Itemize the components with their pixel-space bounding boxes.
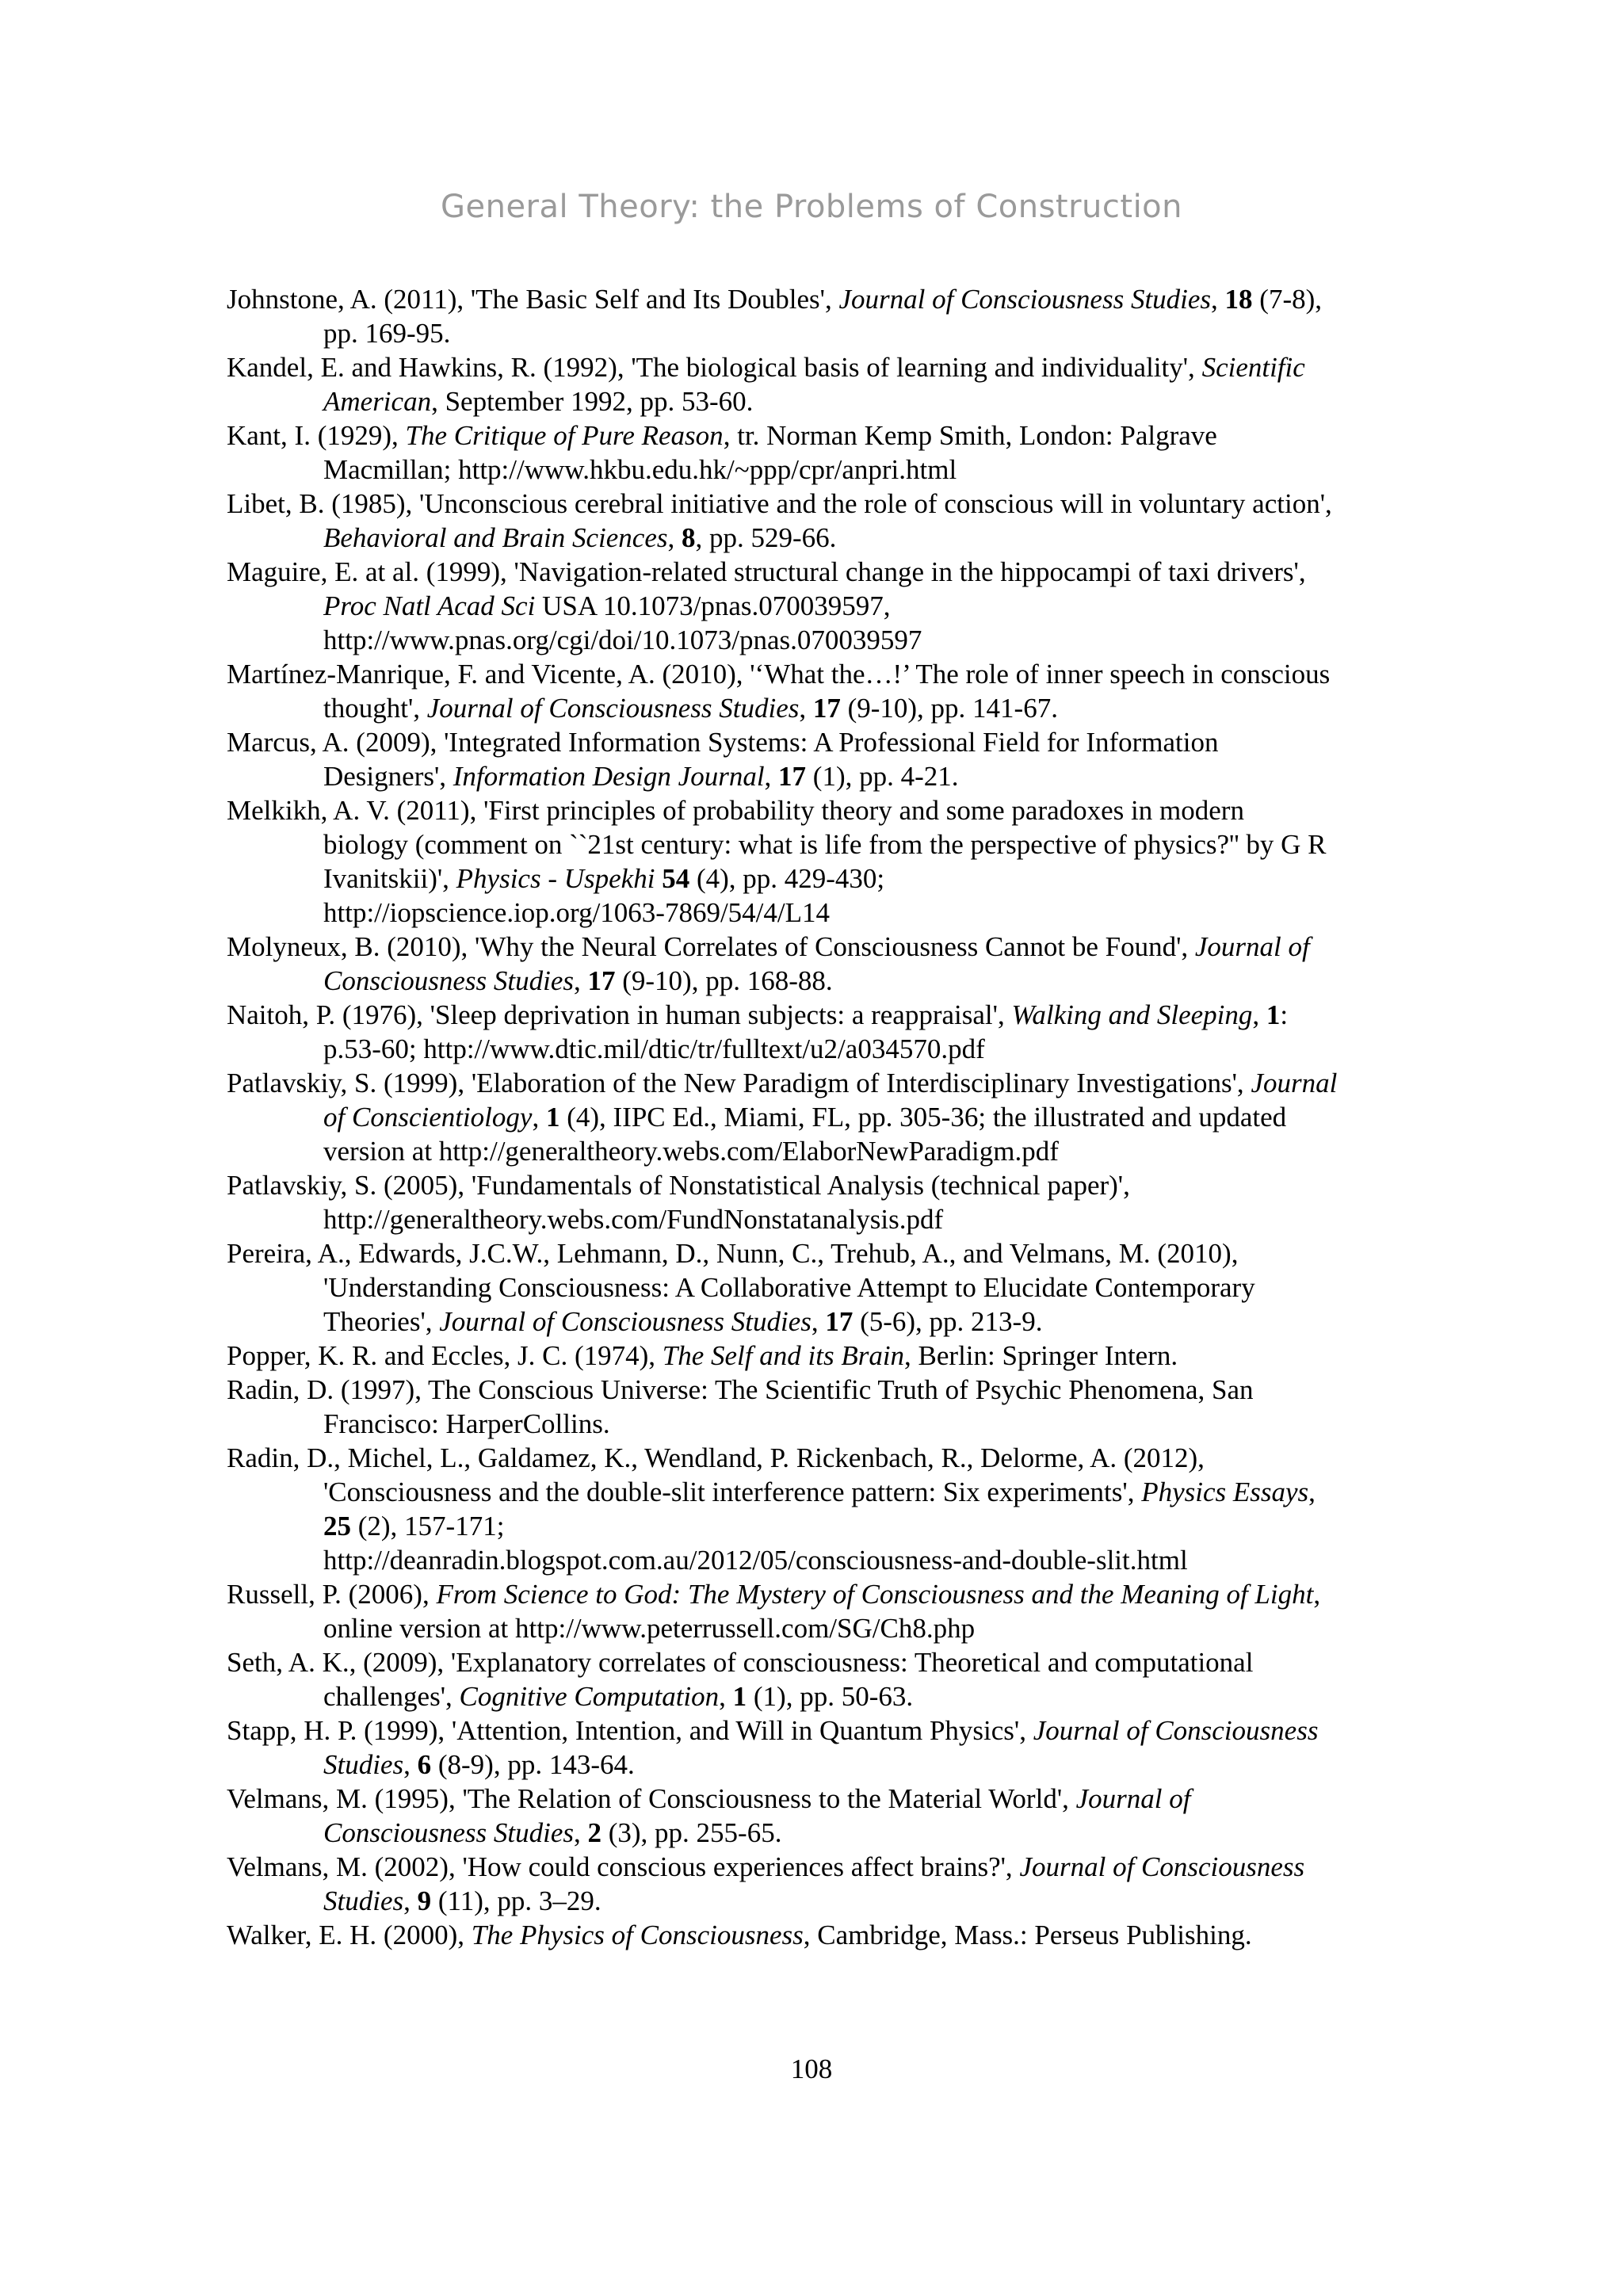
reference-line — [227, 589, 1415, 623]
reference-text: (3), pp. 255-65. — [601, 1817, 782, 1848]
italic-text: The Physics of Consciousness — [471, 1920, 804, 1950]
reference-line — [227, 1305, 1415, 1339]
reference-text: Kant, I. (1929), — [227, 420, 406, 451]
reference-line — [227, 1918, 1415, 1952]
italic-text: Proc Natl Acad Sci — [323, 590, 536, 621]
bold-text: 1 — [732, 1681, 747, 1712]
reference-text: , September 1992, pp. 53-60. — [431, 386, 754, 417]
reference-line — [227, 350, 1415, 384]
reference-text: Stapp, H. P. (1999), 'Attention, Intention, and Will in Quantum Physics', — [227, 1715, 1033, 1746]
reference-line — [227, 1577, 1415, 1611]
reference-text: , pp. 529-66. — [695, 522, 837, 553]
reference-line — [227, 1782, 1415, 1816]
reference-text: pp. 169-95. — [323, 318, 451, 349]
reference-line — [227, 930, 1415, 964]
italic-text: Studies — [323, 1749, 404, 1780]
reference-text: , — [532, 1102, 546, 1133]
reference-text: http://deanradin.blogspot.com.au/2012/05/consciousness-and-double-slit.html — [323, 1545, 1188, 1576]
reference-text: version at http://generaltheory.webs.com/ElaborNewParadigm.pdf — [323, 1136, 1059, 1167]
reference-text: (9-10), pp. 168-88. — [615, 965, 833, 996]
reference-line — [227, 1713, 1415, 1748]
italic-text: Journal — [1251, 1068, 1338, 1098]
reference-text: : — [1280, 999, 1289, 1030]
reference-text: (9-10), pp. 141-67. — [840, 693, 1058, 724]
reference-text: , — [1308, 1477, 1316, 1507]
reference-entry — [227, 487, 1415, 555]
bold-text: 1 — [1266, 999, 1281, 1030]
reference-list — [227, 282, 1415, 1952]
bold-text: 8 — [681, 522, 696, 553]
reference-text: , — [719, 1681, 733, 1712]
reference-line — [227, 998, 1415, 1032]
reference-text: (2), 157-171; — [351, 1511, 505, 1541]
reference-line — [227, 623, 1415, 657]
reference-entry — [227, 1236, 1415, 1339]
italic-text: The Self and its Brain — [662, 1340, 905, 1371]
bold-text: 17 — [812, 693, 841, 724]
reference-line — [227, 964, 1415, 998]
reference-text: thought', — [323, 693, 427, 724]
italic-text: Journal of Consciousness — [1019, 1851, 1305, 1882]
reference-text: , — [573, 1817, 588, 1848]
bold-text: 18 — [1224, 284, 1253, 315]
italic-text: Journal of Consciousness Studies — [426, 693, 800, 724]
reference-entry — [227, 1782, 1415, 1850]
italic-text: Consciousness Studies — [323, 1817, 574, 1848]
reference-line — [227, 1645, 1415, 1679]
reference-entry — [227, 1713, 1415, 1782]
reference-text: , — [573, 965, 588, 996]
reference-text: , Berlin: Springer Intern. — [904, 1340, 1178, 1371]
reference-text: Libet, B. (1985), 'Unconscious cerebral initiative and the role of conscious will in voluntary action', — [227, 488, 1332, 519]
reference-text: Maguire, E. at al. (1999), 'Navigation-related structural change in the hippocampi of taxi drivers', — [227, 556, 1306, 587]
reference-text: , — [1211, 284, 1225, 315]
reference-line — [227, 1270, 1415, 1305]
italic-text: Information Design Journal — [453, 761, 765, 792]
reference-text: , — [1313, 1579, 1321, 1610]
bold-text: 6 — [417, 1749, 432, 1780]
italic-text: Journal of — [1194, 931, 1310, 962]
reference-text: , — [403, 1749, 418, 1780]
reference-entry — [227, 1918, 1415, 1952]
reference-text: , Cambridge, Mass.: Perseus Publishing. — [803, 1920, 1252, 1950]
reference-line — [227, 725, 1415, 759]
reference-line — [227, 1543, 1415, 1577]
reference-line — [227, 1168, 1415, 1202]
bold-text: 1 — [545, 1102, 560, 1133]
reference-line — [227, 453, 1415, 487]
reference-line — [227, 793, 1415, 827]
reference-text: Macmillan; http://www.hkbu.edu.hk/~ppp/cpr/anpri.html — [323, 454, 957, 485]
reference-text: , — [667, 522, 682, 553]
reference-entry — [227, 350, 1415, 418]
reference-line — [227, 1679, 1415, 1713]
reference-text: , — [764, 761, 779, 792]
reference-text: Patlavskiy, S. (2005), 'Fundamentals of Nonstatistical Analysis (technical paper)', — [227, 1170, 1130, 1201]
reference-line — [227, 657, 1415, 691]
reference-line — [227, 1339, 1415, 1373]
reference-text: Johnstone, A. (2011), 'The Basic Self and Its Doubles', — [227, 284, 839, 315]
reference-entry — [227, 1339, 1415, 1373]
reference-text: 'Understanding Consciousness: A Collaborative Attempt to Elucidate Contemporary — [323, 1272, 1255, 1303]
reference-line — [227, 1134, 1415, 1168]
bold-text: 2 — [587, 1817, 601, 1848]
reference-text: Francisco: HarperCollins. — [323, 1408, 610, 1439]
italic-text: Journal of Consciousness Studies — [838, 284, 1212, 315]
reference-text: Melkikh, A. V. (2011), 'First principles of probability theory and some paradoxes in modern — [227, 795, 1244, 826]
bold-text: 17 — [778, 761, 807, 792]
reference-line — [227, 384, 1415, 418]
reference-text: Designers', — [323, 761, 453, 792]
reference-line — [227, 827, 1415, 861]
reference-line — [227, 1066, 1415, 1100]
bold-text: 17 — [587, 965, 616, 996]
reference-entry — [227, 930, 1415, 998]
bold-text: 25 — [323, 1511, 351, 1541]
reference-entry — [227, 282, 1415, 350]
reference-text: Russell, P. (2006), — [227, 1579, 437, 1610]
bold-text: 9 — [417, 1885, 432, 1916]
reference-text: http://www.pnas.org/cgi/doi/10.1073/pnas.070039597 — [323, 625, 922, 655]
reference-entry — [227, 1441, 1415, 1577]
reference-line — [227, 316, 1415, 350]
italic-text: Journal of Consciousness — [1033, 1715, 1319, 1746]
reference-entry — [227, 725, 1415, 793]
reference-line — [227, 896, 1415, 930]
reference-line — [227, 1475, 1415, 1509]
reference-text: Patlavskiy, S. (1999), 'Elaboration of the New Paradigm of Interdisciplinary Investigations', — [227, 1068, 1251, 1098]
reference-line — [227, 759, 1415, 793]
page-number: 108 — [790, 2053, 833, 2084]
reference-text: USA 10.1073/pnas.070039597, — [535, 590, 891, 621]
reference-text: , tr. Norman Kemp Smith, London: Palgrave — [723, 420, 1217, 451]
reference-text: (1), pp. 50-63. — [747, 1681, 914, 1712]
reference-text: challenges', — [323, 1681, 460, 1712]
italic-text: From Science to God: The Mystery of Consciousness and the Meaning of Light — [436, 1579, 1314, 1610]
reference-entry — [227, 1066, 1415, 1168]
reference-text: Ivanitskii)', — [323, 863, 456, 894]
reference-line — [227, 521, 1415, 555]
reference-entry — [227, 555, 1415, 657]
reference-line — [227, 1236, 1415, 1270]
reference-line — [227, 1032, 1415, 1066]
reference-text: , — [403, 1885, 418, 1916]
reference-text: Radin, D. (1997), The Conscious Universe: The Scientific Truth of Psychic Phenomena, San — [227, 1374, 1254, 1405]
reference-line — [227, 1884, 1415, 1918]
reference-line — [227, 691, 1415, 725]
reference-line — [227, 1748, 1415, 1782]
reference-line — [227, 1509, 1415, 1543]
reference-text: Marcus, A. (2009), 'Integrated Information Systems: A Professional Field for Information — [227, 727, 1219, 758]
reference-entry — [227, 1168, 1415, 1236]
italic-text: Physics - Uspekhi — [456, 863, 655, 894]
reference-text: Walker, E. H. (2000), — [227, 1920, 472, 1950]
reference-entry — [227, 1373, 1415, 1441]
reference-line — [227, 487, 1415, 521]
reference-line — [227, 418, 1415, 453]
italic-text: Journal of Consciousness Studies — [439, 1306, 812, 1337]
reference-text: Kandel, E. and Hawkins, R. (1992), 'The biological basis of learning and individuality', — [227, 352, 1202, 383]
reference-entry — [227, 657, 1415, 725]
reference-text: Radin, D., Michel, L., Galdamez, K., Wendland, P. Rickenbach, R., Delorme, A. (2012), — [227, 1442, 1205, 1473]
italic-text: Studies — [323, 1885, 404, 1916]
reference-text: , — [1252, 999, 1266, 1030]
reference-line — [227, 1373, 1415, 1407]
reference-text: online version at http://www.peterrussell.com/SG/Ch8.php — [323, 1613, 976, 1644]
reference-text: p.53-60; http://www.dtic.mil/dtic/tr/fulltext/u2/a034570.pdf — [323, 1033, 985, 1064]
reference-entry — [227, 418, 1415, 487]
reference-line — [227, 861, 1415, 896]
reference-text: Velmans, M. (2002), 'How could conscious experiences affect brains?', — [227, 1851, 1020, 1882]
reference-entry — [227, 1850, 1415, 1918]
reference-text: (11), pp. 3–29. — [431, 1885, 601, 1916]
italic-text: Walking and Sleeping — [1011, 999, 1253, 1030]
reference-text: (4), IIPC Ed., Miami, FL, pp. 305-36; the illustrated and updated — [559, 1102, 1287, 1133]
reference-text: Popper, K. R. and Eccles, J. C. (1974), — [227, 1340, 663, 1371]
reference-text: 'Consciousness and the double-slit interference pattern: Six experiments', — [323, 1477, 1142, 1507]
reference-entry — [227, 793, 1415, 930]
reference-text: Theories', — [323, 1306, 440, 1337]
reference-text: (5-6), pp. 213-9. — [853, 1306, 1043, 1337]
reference-text: Pereira, A., Edwards, J.C.W., Lehmann, D., Nunn, C., Trehub, A., and Velmans, M. (2010), — [227, 1238, 1239, 1269]
italic-text: Cognitive Computation — [459, 1681, 720, 1712]
reference-line — [227, 555, 1415, 589]
reference-text: , — [799, 693, 813, 724]
running-header: General Theory: the Problems of Construction — [440, 189, 1183, 225]
italic-text: Consciousness Studies — [323, 965, 574, 996]
italic-text: The Critique of Pure Reason — [405, 420, 724, 451]
reference-text: Seth, A. K., (2009), 'Explanatory correlates of consciousness: Theoretical and computational — [227, 1647, 1254, 1678]
reference-text: Molyneux, B. (2010), 'Why the Neural Correlates of Consciousness Cannot be Found', — [227, 931, 1195, 962]
reference-text — [655, 863, 662, 894]
reference-line — [227, 1850, 1415, 1884]
bold-text: 54 — [662, 863, 690, 894]
reference-text: Martínez-Manrique, F. and Vicente, A. (2010), '‘What the…!’ The role of inner speech in conscious — [227, 659, 1331, 690]
reference-line — [227, 1100, 1415, 1134]
reference-line — [227, 1407, 1415, 1441]
reference-text: biology (comment on ``21st century: what is life from the perspective of physics?'' by G R — [323, 829, 1327, 860]
reference-text: , — [811, 1306, 826, 1337]
reference-entry — [227, 1577, 1415, 1645]
reference-entry — [227, 1645, 1415, 1713]
reference-text: (7-8), — [1252, 284, 1323, 315]
bold-text: 17 — [825, 1306, 854, 1337]
reference-text: Naitoh, P. (1976), 'Sleep deprivation in human subjects: a reappraisal', — [227, 999, 1012, 1030]
italic-text: Scientific — [1201, 352, 1305, 383]
reference-line — [227, 1202, 1415, 1236]
reference-line — [227, 1611, 1415, 1645]
reference-line — [227, 282, 1415, 316]
reference-text: (8-9), pp. 143-64. — [431, 1749, 635, 1780]
italic-text: American — [323, 386, 432, 417]
reference-text: http://generaltheory.webs.com/FundNonstatanalysis.pdf — [323, 1204, 944, 1235]
reference-entry — [227, 998, 1415, 1066]
italic-text: of Conscientiology — [323, 1102, 533, 1133]
reference-text: (4), pp. 429-430; — [689, 863, 885, 894]
reference-text: (1), pp. 4-21. — [806, 761, 959, 792]
reference-line — [227, 1441, 1415, 1475]
reference-line — [227, 1816, 1415, 1850]
reference-text: Velmans, M. (1995), 'The Relation of Consciousness to the Material World', — [227, 1783, 1076, 1814]
italic-text: Physics Essays — [1141, 1477, 1309, 1507]
italic-text: Behavioral and Brain Sciences — [323, 522, 668, 553]
italic-text: Journal of — [1075, 1783, 1191, 1814]
reference-text: http://iopscience.iop.org/1063-7869/54/4/L14 — [323, 897, 831, 928]
